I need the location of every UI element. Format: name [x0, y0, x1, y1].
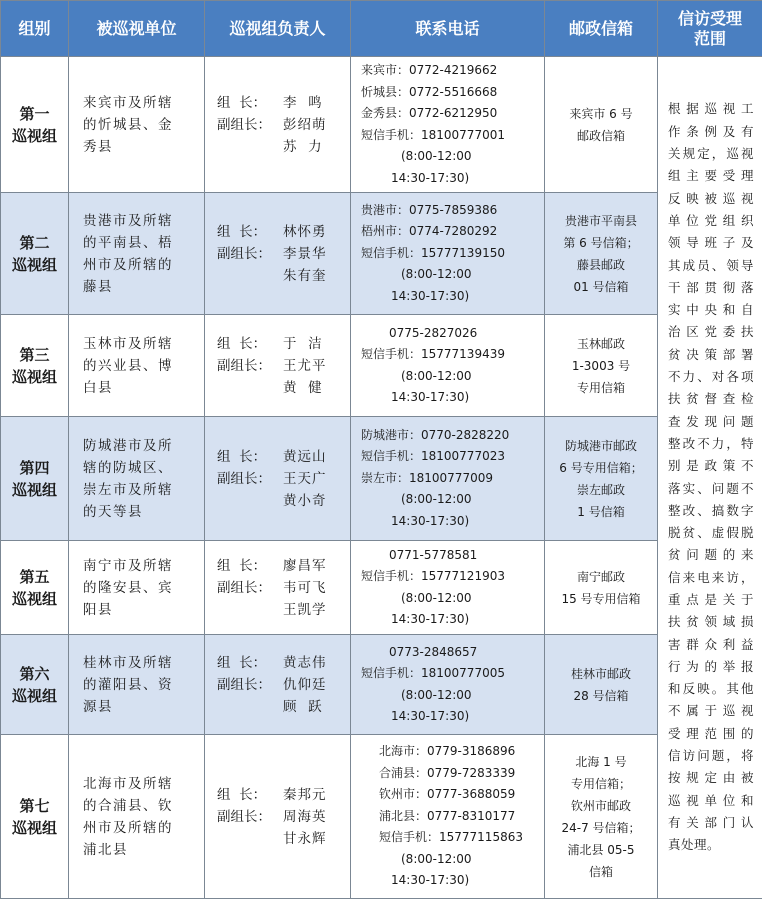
leaders: 组 长： 秦邦元 副组长： 周海英 甘永辉 — [205, 735, 351, 899]
table-row — [1, 635, 762, 735]
leaders: 组 长： 黄志伟 副组长： 仇仰廷 顾 跃 — [205, 635, 351, 735]
header-phone: 联系电话 — [351, 1, 545, 57]
mailbox: 北海 1 号 专用信箱； 钦州市邮政 24-7 号信箱； 浦北县 05-5 信箱 — [545, 735, 658, 899]
group-name: 第五 巡视组 — [1, 541, 69, 635]
inspected-unit: 玉林市及所辖 的兴业县、博 白县 — [69, 315, 205, 417]
group-name: 第三 巡视组 — [1, 315, 69, 417]
table-row — [1, 417, 762, 541]
mailbox: 南宁邮政 15 号专用信箱 — [545, 541, 658, 635]
inspected-unit: 北海市及所辖 的合浦县、钦 州市及所辖的 浦北县 — [69, 735, 205, 899]
header-scope: 信访受理范围 — [658, 1, 762, 57]
inspected-unit: 来宾市及所辖 的忻城县、金 秀县 — [69, 57, 205, 193]
leaders: 组 长： 廖昌军 副组长： 韦可飞 王凯学 — [205, 541, 351, 635]
mailbox: 玉林邮政 1-3003 号 专用信箱 — [545, 315, 658, 417]
inspected-unit: 南宁市及所辖 的隆安县、宾 阳县 — [69, 541, 205, 635]
table-row — [1, 541, 762, 635]
group-name: 第四 巡视组 — [1, 417, 69, 541]
contact-phones: 0775-2827026 短信手机：15777139439 (8:00-12:00 14:30-17:30) — [351, 315, 545, 417]
inspected-unit: 防城港市及所 辖的防城区、 崇左市及所辖 的天等县 — [69, 417, 205, 541]
leaders: 组 长： 林怀勇 副组长： 李景华 朱有奎 — [205, 193, 351, 315]
group-name: 第二 巡视组 — [1, 193, 69, 315]
table-row — [1, 57, 762, 193]
mailbox: 防城港市邮政 6 号专用信箱； 崇左邮政 1 号信箱 — [545, 417, 658, 541]
header-mailbox: 邮政信箱 — [545, 1, 658, 57]
header-row — [1, 1, 762, 57]
header-unit: 被巡视单位 — [69, 1, 205, 57]
table-row — [1, 735, 762, 899]
inspected-unit: 桂林市及所辖 的灌阳县、资 源县 — [69, 635, 205, 735]
contact-phones: 防城港市：0770-2828220 短信手机：18100777023 崇左市：18100777009 (8:00-12:00 14:30-17:30) — [351, 417, 545, 541]
table-row — [1, 315, 762, 417]
inspected-unit: 贵港市及所辖 的平南县、梧 州市及所辖的 藤县 — [69, 193, 205, 315]
petition-scope: 根据巡视工 作条例及有 关规定，巡视 组主要受理 反映被巡视 单位党组织 领导班子及 其成员、领导 干部贯彻落 实中央和自 治区党委扶 贫决策部署 不力、对各项 扶贫督查检 查发现问题 整改不力，特 别是政策不 落实、问题不 整改、搞数字 脱贫、虚假脱 贫问题的来 信来电来访， 重点是关于 扶贫领域损 害群众利益 行为的举报 和反映。其他 不属于巡视 受理范围的 信访问题，将 按规定由被 巡视单位和 有关部门认 真处理。 — [658, 57, 762, 899]
mailbox: 桂林市邮政 28 号信箱 — [545, 635, 658, 735]
table-row — [1, 193, 762, 315]
group-name: 第一 巡视组 — [1, 57, 69, 193]
contact-phones: 北海市：0779-3186896 合浦县：0779-7283339 钦州市：0777-3688059 浦北县：0777-8310177 短信手机：15777115863 (8:00-12:00 14:30-17:30) — [351, 735, 545, 899]
header-group: 组别 — [1, 1, 69, 57]
header-leader: 巡视组负责人 — [205, 1, 351, 57]
leaders: 组 长： 李 鸣 副组长： 彭绍萌 苏 力 — [205, 57, 351, 193]
leaders: 组 长： 黄远山 副组长： 王天广 黄小奇 — [205, 417, 351, 541]
mailbox: 贵港市平南县 第 6 号信箱； 藤县邮政 01 号信箱 — [545, 193, 658, 315]
contact-phones: 0773-2848657 短信手机：18100777005 (8:00-12:00 14:30-17:30) — [351, 635, 545, 735]
leaders: 组 长： 于 洁 副组长： 王尤平 黄 健 — [205, 315, 351, 417]
contact-phones: 来宾市：0772-4219662 忻城县：0772-5516668 金秀县：0772-6212950 短信手机：18100777001 (8:00-12:00 14:30-17:30) — [351, 57, 545, 193]
group-name: 第六 巡视组 — [1, 635, 69, 735]
contact-phones: 0771-5778581 短信手机：15777121903 (8:00-12:00 14:30-17:30) — [351, 541, 545, 635]
contact-phones: 贵港市：0775-7859386 梧州市：0774-7280292 短信手机：15777139150 (8:00-12:00 14:30-17:30) — [351, 193, 545, 315]
group-name: 第七 巡视组 — [1, 735, 69, 899]
mailbox: 来宾市 6 号 邮政信箱 — [545, 57, 658, 193]
